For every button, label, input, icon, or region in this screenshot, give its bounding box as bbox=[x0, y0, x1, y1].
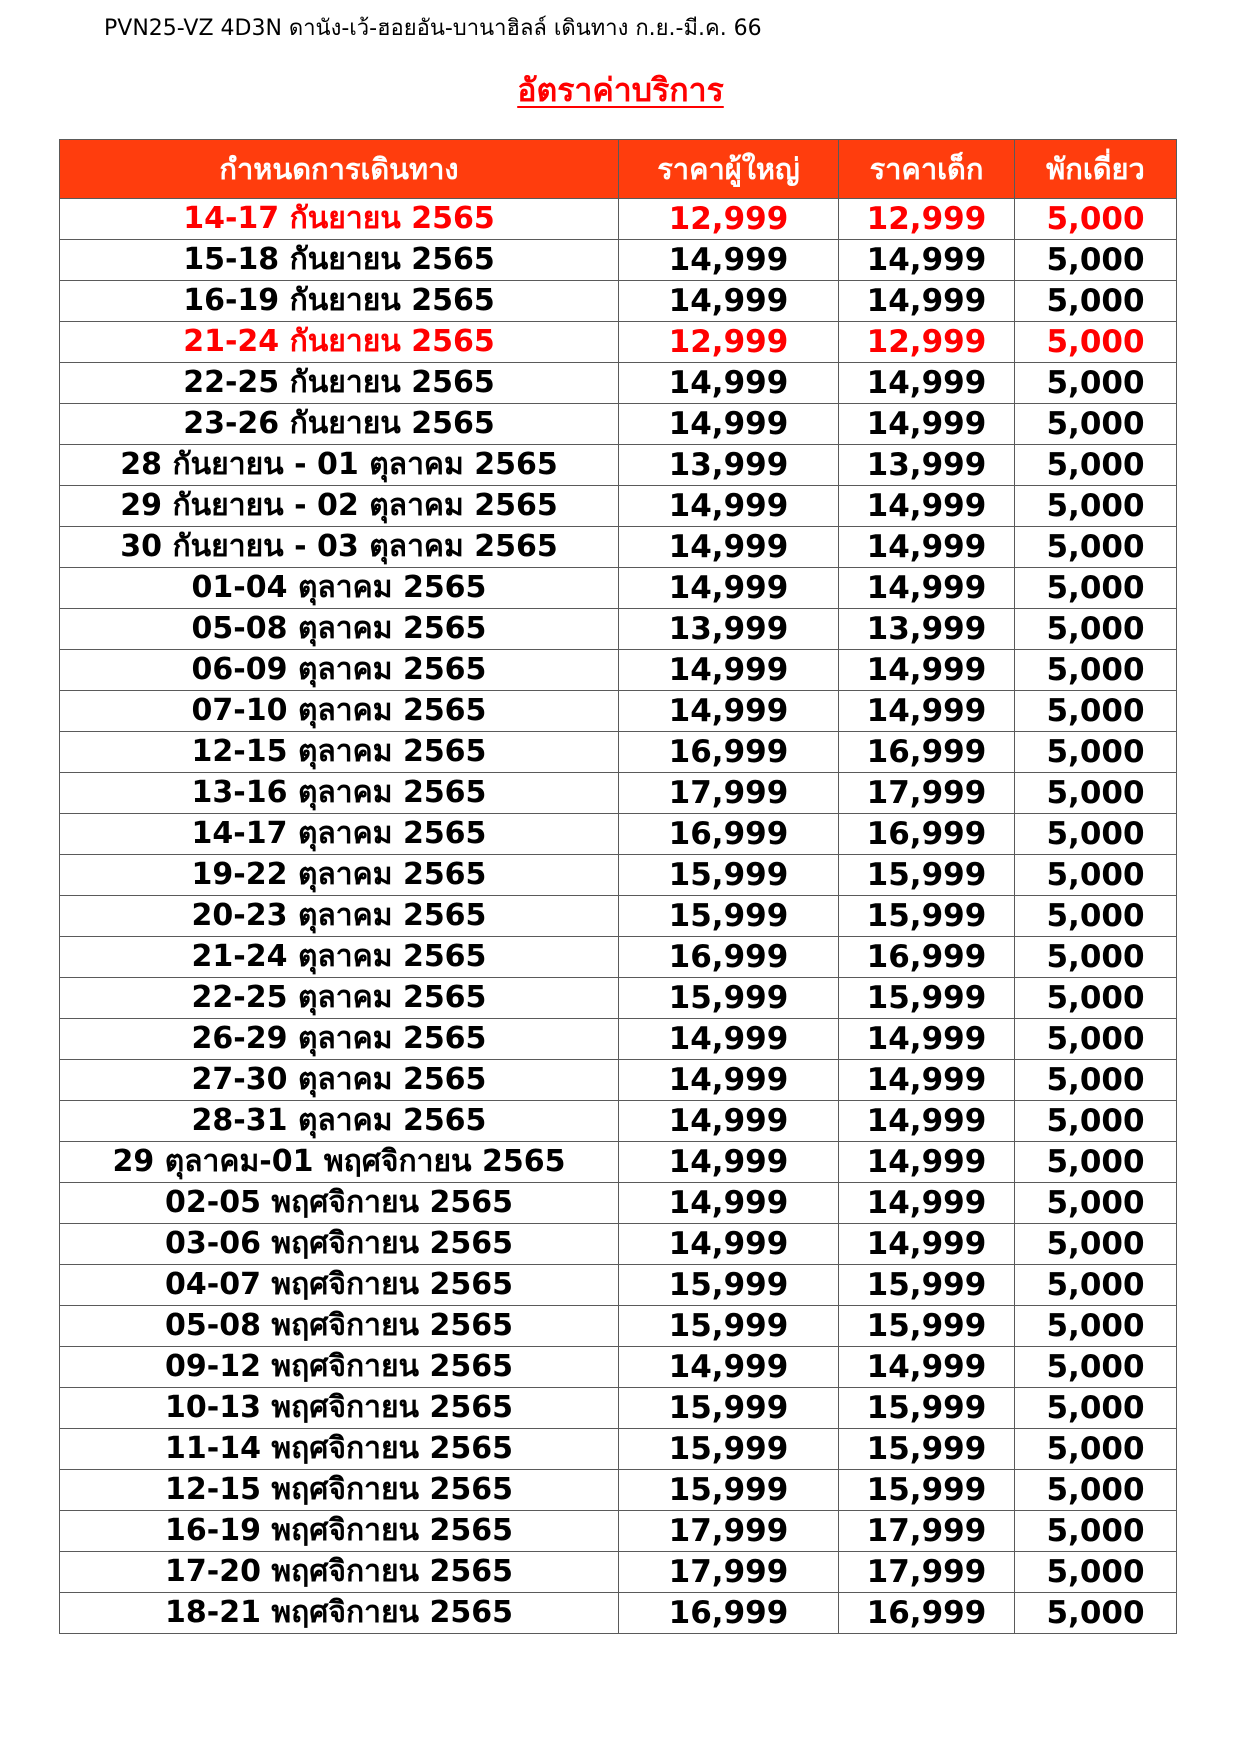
travel-date-cell: 21-24 ตุลาคม 2565 bbox=[60, 937, 619, 978]
table-row bbox=[60, 1060, 1177, 1101]
single-supplement-cell: 5,000 bbox=[1015, 363, 1177, 404]
table-row bbox=[60, 1101, 1177, 1142]
travel-date-cell: 20-23 ตุลาคม 2565 bbox=[60, 896, 619, 937]
adult-price-cell: 14,999 bbox=[619, 486, 839, 527]
adult-price-cell: 14,999 bbox=[619, 1347, 839, 1388]
adult-price-cell: 14,999 bbox=[619, 650, 839, 691]
travel-date-cell: 05-08 ตุลาคม 2565 bbox=[60, 609, 619, 650]
single-supplement-cell: 5,000 bbox=[1015, 1060, 1177, 1101]
single-supplement-cell: 5,000 bbox=[1015, 322, 1177, 363]
adult-price-cell: 13,999 bbox=[619, 609, 839, 650]
travel-date-cell: 13-16 ตุลาคม 2565 bbox=[60, 773, 619, 814]
table-row bbox=[60, 814, 1177, 855]
adult-price-cell: 14,999 bbox=[619, 240, 839, 281]
child-price-cell: 16,999 bbox=[839, 732, 1015, 773]
table-row bbox=[60, 240, 1177, 281]
table-row bbox=[60, 322, 1177, 363]
travel-date-cell: 17-20 พฤศจิกายน 2565 bbox=[60, 1552, 619, 1593]
adult-price-cell: 16,999 bbox=[619, 1593, 839, 1634]
adult-price-cell: 14,999 bbox=[619, 1101, 839, 1142]
travel-date-cell: 18-21 พฤศจิกายน 2565 bbox=[60, 1593, 619, 1634]
child-price-cell: 15,999 bbox=[839, 1388, 1015, 1429]
table-row bbox=[60, 1306, 1177, 1347]
table-row bbox=[60, 1347, 1177, 1388]
adult-price-cell: 16,999 bbox=[619, 814, 839, 855]
adult-price-cell: 15,999 bbox=[619, 1388, 839, 1429]
single-supplement-cell: 5,000 bbox=[1015, 691, 1177, 732]
single-supplement-cell: 5,000 bbox=[1015, 445, 1177, 486]
table-row bbox=[60, 1019, 1177, 1060]
adult-price-cell: 15,999 bbox=[619, 896, 839, 937]
travel-date-cell: 06-09 ตุลาคม 2565 bbox=[60, 650, 619, 691]
table-row bbox=[60, 1552, 1177, 1593]
single-supplement-cell: 5,000 bbox=[1015, 486, 1177, 527]
single-supplement-cell: 5,000 bbox=[1015, 937, 1177, 978]
travel-date-cell: 23-26 กันยายน 2565 bbox=[60, 404, 619, 445]
child-price-cell: 14,999 bbox=[839, 650, 1015, 691]
single-supplement-cell: 5,000 bbox=[1015, 855, 1177, 896]
adult-price-cell: 17,999 bbox=[619, 1552, 839, 1593]
table-row bbox=[60, 1470, 1177, 1511]
travel-date-cell: 02-05 พฤศจิกายน 2565 bbox=[60, 1183, 619, 1224]
single-supplement-cell: 5,000 bbox=[1015, 1019, 1177, 1060]
child-price-cell: 14,999 bbox=[839, 568, 1015, 609]
table-row bbox=[60, 773, 1177, 814]
child-price-cell: 15,999 bbox=[839, 1265, 1015, 1306]
adult-price-cell: 12,999 bbox=[619, 199, 839, 240]
table-row bbox=[60, 896, 1177, 937]
single-supplement-cell: 5,000 bbox=[1015, 732, 1177, 773]
travel-date-cell: 21-24 กันยายน 2565 bbox=[60, 322, 619, 363]
travel-date-cell: 10-13 พฤศจิกายน 2565 bbox=[60, 1388, 619, 1429]
price-table-body bbox=[60, 199, 1177, 1634]
adult-price-cell: 14,999 bbox=[619, 404, 839, 445]
adult-price-cell: 16,999 bbox=[619, 732, 839, 773]
child-price-cell: 15,999 bbox=[839, 1306, 1015, 1347]
table-row bbox=[60, 1593, 1177, 1634]
single-supplement-cell: 5,000 bbox=[1015, 814, 1177, 855]
table-row bbox=[60, 527, 1177, 568]
single-supplement-cell: 5,000 bbox=[1015, 1142, 1177, 1183]
child-price-cell: 14,999 bbox=[839, 1060, 1015, 1101]
table-row bbox=[60, 1511, 1177, 1552]
adult-price-cell: 14,999 bbox=[619, 691, 839, 732]
table-row bbox=[60, 650, 1177, 691]
table-row bbox=[60, 937, 1177, 978]
single-supplement-cell: 5,000 bbox=[1015, 1265, 1177, 1306]
travel-date-cell: 11-14 พฤศจิกายน 2565 bbox=[60, 1429, 619, 1470]
travel-date-cell: 30 กันยายน - 03 ตุลาคม 2565 bbox=[60, 527, 619, 568]
single-supplement-cell: 5,000 bbox=[1015, 1224, 1177, 1265]
travel-date-cell: 19-22 ตุลาคม 2565 bbox=[60, 855, 619, 896]
table-row bbox=[60, 486, 1177, 527]
child-price-cell: 12,999 bbox=[839, 199, 1015, 240]
table-row bbox=[60, 363, 1177, 404]
page-title: อัตราค่าบริการ bbox=[517, 71, 724, 109]
child-price-cell: 14,999 bbox=[839, 1142, 1015, 1183]
adult-price-cell: 17,999 bbox=[619, 1511, 839, 1552]
table-row bbox=[60, 1429, 1177, 1470]
adult-price-cell: 14,999 bbox=[619, 1060, 839, 1101]
single-supplement-cell: 5,000 bbox=[1015, 1593, 1177, 1634]
adult-price-cell: 14,999 bbox=[619, 1224, 839, 1265]
adult-price-cell: 15,999 bbox=[619, 1306, 839, 1347]
child-price-cell: 17,999 bbox=[839, 1552, 1015, 1593]
column-header-adult-price: ราคาผู้ใหญ่ bbox=[619, 140, 839, 199]
travel-date-cell: 28-31 ตุลาคม 2565 bbox=[60, 1101, 619, 1142]
travel-date-cell: 16-19 พฤศจิกายน 2565 bbox=[60, 1511, 619, 1552]
travel-date-cell: 28 กันยายน - 01 ตุลาคม 2565 bbox=[60, 445, 619, 486]
adult-price-cell: 14,999 bbox=[619, 568, 839, 609]
child-price-cell: 12,999 bbox=[839, 322, 1015, 363]
adult-price-cell: 15,999 bbox=[619, 1429, 839, 1470]
travel-date-cell: 01-04 ตุลาคม 2565 bbox=[60, 568, 619, 609]
single-supplement-cell: 5,000 bbox=[1015, 1347, 1177, 1388]
adult-price-cell: 14,999 bbox=[619, 1019, 839, 1060]
travel-date-cell: 09-12 พฤศจิกายน 2565 bbox=[60, 1347, 619, 1388]
single-supplement-cell: 5,000 bbox=[1015, 1552, 1177, 1593]
travel-date-cell: 16-19 กันยายน 2565 bbox=[60, 281, 619, 322]
single-supplement-cell: 5,000 bbox=[1015, 609, 1177, 650]
adult-price-cell: 14,999 bbox=[619, 281, 839, 322]
child-price-cell: 17,999 bbox=[839, 773, 1015, 814]
single-supplement-cell: 5,000 bbox=[1015, 568, 1177, 609]
child-price-cell: 14,999 bbox=[839, 691, 1015, 732]
table-row bbox=[60, 404, 1177, 445]
single-supplement-cell: 5,000 bbox=[1015, 527, 1177, 568]
travel-date-cell: 03-06 พฤศจิกายน 2565 bbox=[60, 1224, 619, 1265]
single-supplement-cell: 5,000 bbox=[1015, 1183, 1177, 1224]
child-price-cell: 15,999 bbox=[839, 978, 1015, 1019]
price-table bbox=[59, 139, 1177, 1634]
adult-price-cell: 15,999 bbox=[619, 978, 839, 1019]
travel-date-cell: 04-07 พฤศจิกายน 2565 bbox=[60, 1265, 619, 1306]
table-row bbox=[60, 1265, 1177, 1306]
child-price-cell: 17,999 bbox=[839, 1511, 1015, 1552]
child-price-cell: 15,999 bbox=[839, 855, 1015, 896]
adult-price-cell: 14,999 bbox=[619, 363, 839, 404]
child-price-cell: 16,999 bbox=[839, 1593, 1015, 1634]
adult-price-cell: 17,999 bbox=[619, 773, 839, 814]
table-row bbox=[60, 1224, 1177, 1265]
table-row bbox=[60, 281, 1177, 322]
table-row bbox=[60, 568, 1177, 609]
adult-price-cell: 14,999 bbox=[619, 527, 839, 568]
table-row bbox=[60, 691, 1177, 732]
table-row bbox=[60, 445, 1177, 486]
travel-date-cell: 27-30 ตุลาคม 2565 bbox=[60, 1060, 619, 1101]
travel-date-cell: 07-10 ตุลาคม 2565 bbox=[60, 691, 619, 732]
child-price-cell: 14,999 bbox=[839, 1347, 1015, 1388]
single-supplement-cell: 5,000 bbox=[1015, 281, 1177, 322]
table-header-row bbox=[60, 140, 1177, 199]
tour-code-header: PVN25-VZ 4D3N ดานัง-เว้-ฮอยอัน-บานาฮิลล์ เดินทาง ก.ย.-มี.ค. 66 bbox=[104, 16, 762, 41]
single-supplement-cell: 5,000 bbox=[1015, 1429, 1177, 1470]
adult-price-cell: 15,999 bbox=[619, 855, 839, 896]
table-row bbox=[60, 609, 1177, 650]
adult-price-cell: 15,999 bbox=[619, 1265, 839, 1306]
table-row bbox=[60, 1183, 1177, 1224]
child-price-cell: 14,999 bbox=[839, 1101, 1015, 1142]
single-supplement-cell: 5,000 bbox=[1015, 404, 1177, 445]
single-supplement-cell: 5,000 bbox=[1015, 1470, 1177, 1511]
child-price-cell: 14,999 bbox=[839, 404, 1015, 445]
child-price-cell: 14,999 bbox=[839, 281, 1015, 322]
child-price-cell: 14,999 bbox=[839, 1019, 1015, 1060]
travel-date-cell: 22-25 ตุลาคม 2565 bbox=[60, 978, 619, 1019]
child-price-cell: 14,999 bbox=[839, 1224, 1015, 1265]
child-price-cell: 14,999 bbox=[839, 240, 1015, 281]
adult-price-cell: 16,999 bbox=[619, 937, 839, 978]
travel-date-cell: 14-17 ตุลาคม 2565 bbox=[60, 814, 619, 855]
single-supplement-cell: 5,000 bbox=[1015, 978, 1177, 1019]
column-header-child-price: ราคาเด็ก bbox=[839, 140, 1015, 199]
single-supplement-cell: 5,000 bbox=[1015, 240, 1177, 281]
single-supplement-cell: 5,000 bbox=[1015, 896, 1177, 937]
travel-date-cell: 05-08 พฤศจิกายน 2565 bbox=[60, 1306, 619, 1347]
travel-date-cell: 26-29 ตุลาคม 2565 bbox=[60, 1019, 619, 1060]
table-row bbox=[60, 732, 1177, 773]
child-price-cell: 14,999 bbox=[839, 363, 1015, 404]
child-price-cell: 16,999 bbox=[839, 814, 1015, 855]
child-price-cell: 16,999 bbox=[839, 937, 1015, 978]
travel-date-cell: 29 กันยายน - 02 ตุลาคม 2565 bbox=[60, 486, 619, 527]
child-price-cell: 15,999 bbox=[839, 1470, 1015, 1511]
adult-price-cell: 13,999 bbox=[619, 445, 839, 486]
table-row bbox=[60, 199, 1177, 240]
table-row bbox=[60, 1388, 1177, 1429]
travel-date-cell: 12-15 ตุลาคม 2565 bbox=[60, 732, 619, 773]
travel-date-cell: 15-18 กันยายน 2565 bbox=[60, 240, 619, 281]
adult-price-cell: 15,999 bbox=[619, 1470, 839, 1511]
single-supplement-cell: 5,000 bbox=[1015, 1101, 1177, 1142]
single-supplement-cell: 5,000 bbox=[1015, 199, 1177, 240]
child-price-cell: 14,999 bbox=[839, 1183, 1015, 1224]
column-header-single-supplement: พักเดี่ยว bbox=[1015, 140, 1177, 199]
travel-date-cell: 22-25 กันยายน 2565 bbox=[60, 363, 619, 404]
single-supplement-cell: 5,000 bbox=[1015, 650, 1177, 691]
adult-price-cell: 14,999 bbox=[619, 1142, 839, 1183]
single-supplement-cell: 5,000 bbox=[1015, 1306, 1177, 1347]
adult-price-cell: 14,999 bbox=[619, 1183, 839, 1224]
child-price-cell: 13,999 bbox=[839, 609, 1015, 650]
adult-price-cell: 12,999 bbox=[619, 322, 839, 363]
single-supplement-cell: 5,000 bbox=[1015, 1388, 1177, 1429]
child-price-cell: 13,999 bbox=[839, 445, 1015, 486]
travel-date-cell: 14-17 กันยายน 2565 bbox=[60, 199, 619, 240]
table-row bbox=[60, 855, 1177, 896]
child-price-cell: 15,999 bbox=[839, 1429, 1015, 1470]
travel-date-cell: 29 ตุลาคม-01 พฤศจิกายน 2565 bbox=[60, 1142, 619, 1183]
column-header-date: กำหนดการเดินทาง bbox=[60, 140, 619, 199]
table-row bbox=[60, 1142, 1177, 1183]
single-supplement-cell: 5,000 bbox=[1015, 1511, 1177, 1552]
child-price-cell: 14,999 bbox=[839, 486, 1015, 527]
travel-date-cell: 12-15 พฤศจิกายน 2565 bbox=[60, 1470, 619, 1511]
single-supplement-cell: 5,000 bbox=[1015, 773, 1177, 814]
table-row bbox=[60, 978, 1177, 1019]
child-price-cell: 15,999 bbox=[839, 896, 1015, 937]
child-price-cell: 14,999 bbox=[839, 527, 1015, 568]
